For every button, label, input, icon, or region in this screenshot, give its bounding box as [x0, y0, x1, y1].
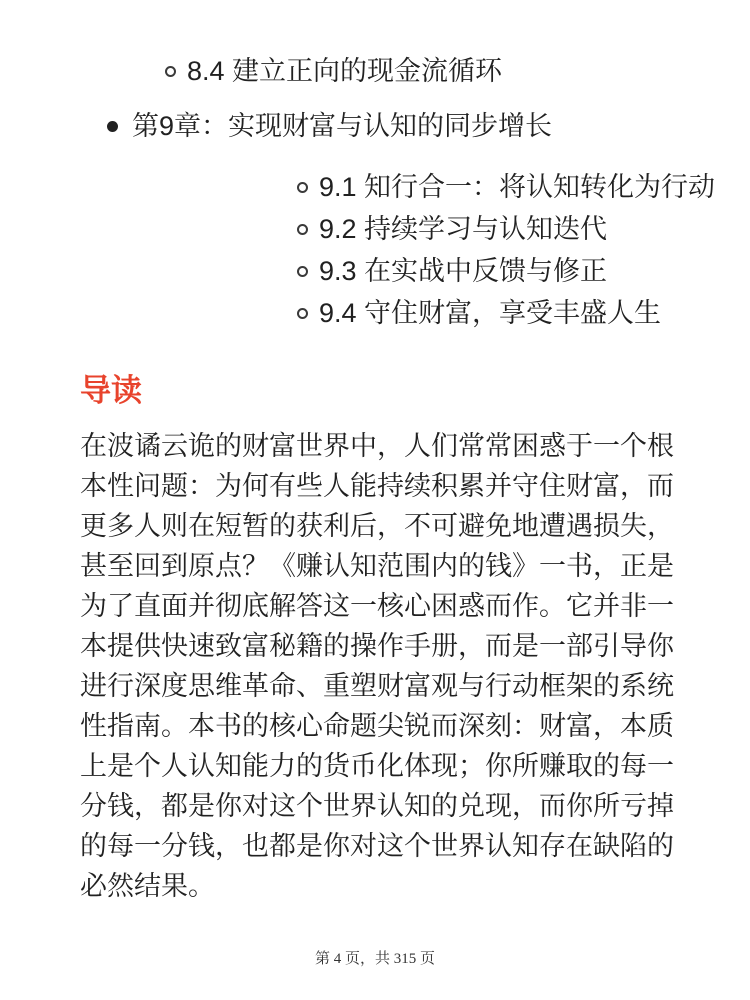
section-heading: 导读 [80, 373, 142, 408]
toc-orphan-sublist [0, 57, 750, 85]
toc-chapter-sublist [132, 173, 750, 327]
toc-sub-item-label: 8.4 建立正向的现金流循环 [187, 56, 503, 86]
section-paragraph: 在波谲云诡的财富世界中，人们常常困惑于一个根本性问题：为何有些人能持续积累并守住财富，而更多人则在短暂的获利后，不可避免地遭遇损失，甚至回到原点？《赚认知范围内的钱》一书，正是为了直面并彻底解答这一核心困惑而作。它并非一本提供快速致富秘籍的操作手册，而是一部引导你进行深度思维革命、重塑财富观与行动框架的系统性指南。本书的核心命题尖锐而深刻：财富，本质上是个人认知能力的货币化体现；你所赚取的每一分钱，都是你对这个世界认知的兑现，而你所亏掉的每一分钱，也都是你对这个世界认知存在缺陷的必然结果。 [80, 431, 674, 901]
toc-sub-item-label: 9.2 持续学习与认知迭代 [319, 214, 608, 244]
hollow-circle-bullet-icon [297, 308, 308, 319]
table-of-contents [0, 0, 750, 327]
page-number-indicator: 第 4 页，共 315 页 [314, 951, 435, 967]
toc-sub-item [132, 215, 750, 243]
hollow-circle-bullet-icon [297, 182, 308, 193]
toc-sub-item [132, 257, 750, 285]
toc-sub-item [132, 299, 750, 327]
hollow-circle-bullet-icon [165, 66, 176, 77]
toc-sub-item-label: 9.4 守住财富，享受丰盛人生 [319, 298, 662, 328]
hollow-circle-bullet-icon [297, 224, 308, 235]
toc-chapter-item [0, 112, 750, 327]
toc-sub-item [0, 57, 750, 85]
hollow-circle-bullet-icon [297, 266, 308, 277]
toc-sub-item-label: 9.3 在实战中反馈与修正 [319, 256, 608, 286]
toc-sub-item-label: 9.1 知行合一：将认知转化为行动 [319, 172, 716, 202]
disc-bullet-icon [107, 121, 118, 132]
toc-chapter-label: 第9章：实现财富与认知的同步增长 [132, 111, 553, 141]
toc-sub-item [132, 173, 750, 201]
